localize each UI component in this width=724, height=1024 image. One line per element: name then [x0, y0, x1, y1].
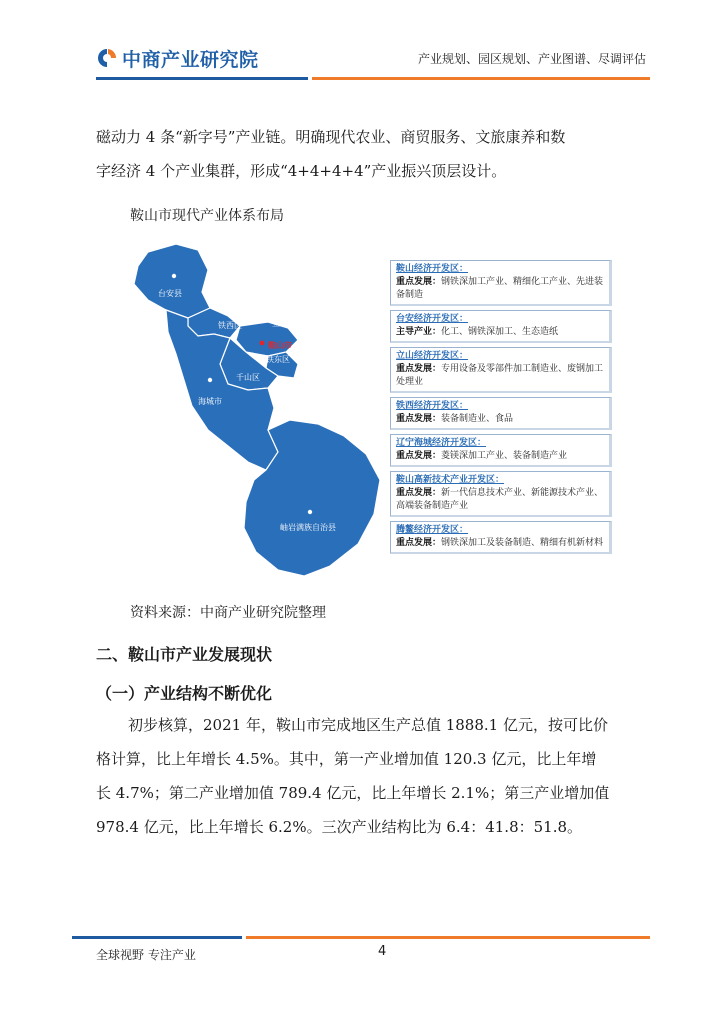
map-region-taian — [134, 244, 210, 318]
company-logo — [96, 42, 259, 74]
map-label-lishan: 立山区 — [272, 319, 296, 328]
map-label-taian: 台安县 — [158, 289, 182, 298]
zone-key: 重点发展： — [396, 277, 442, 287]
zone-desc: 新一代信息技术产业、新能源技术产业、高端装备制造产业 — [396, 488, 604, 511]
zone-title: 鞍山高新技术产业开发区： — [396, 475, 505, 485]
footer-rule-orange — [246, 936, 650, 939]
map-label-anshan: 鞍山市 — [268, 341, 292, 350]
intro-line-2: 字经济 4 个产业集群，形成“4+4+4+4”产业振兴顶层设计。 — [96, 162, 507, 180]
footer-slogan: 全球视野 专注产业 — [96, 948, 196, 962]
header-tagline: 产业规划、园区规划、产业图谱、尽调评估 — [417, 52, 646, 66]
zone-title: 铁西经济开发区： — [396, 401, 469, 411]
footer-rule-blue — [72, 936, 242, 939]
zone-desc: 菱镁深加工产业、装备制造产业 — [441, 451, 568, 461]
zone-title: 辽宁海城经济开发区： — [396, 438, 487, 448]
page-number: 4 — [378, 944, 387, 959]
zone-desc: 装备制造业、食品 — [441, 414, 514, 424]
map-label-xiuyan: 岫岩满族自治县 — [280, 523, 336, 532]
zone-key: 重点发展： — [396, 451, 442, 461]
figure-caption: 鞍山市现代产业体系布局 — [130, 208, 284, 224]
zone-key: 重点发展： — [396, 364, 442, 374]
header-rule-blue — [96, 77, 308, 80]
zone-card — [390, 434, 612, 467]
zone-card — [390, 347, 612, 393]
map-label-haicheng: 海城市 — [198, 397, 222, 406]
zone-title: 腾鳌经济开发区： — [396, 525, 469, 535]
zone-key: 重点发展： — [396, 538, 442, 548]
economy-paragraph — [96, 708, 650, 844]
zone-title: 立山经济开发区： — [396, 351, 469, 361]
map-label-tiexi: 铁西区 — [218, 321, 242, 330]
zone-card — [390, 397, 612, 430]
map-label-tiedong: 铁东区 — [266, 355, 290, 364]
zone-card — [390, 310, 612, 343]
zone-card — [390, 521, 612, 554]
header-rule-orange — [312, 77, 650, 80]
anshan-map — [118, 240, 386, 590]
zone-key: 重点发展： — [396, 414, 442, 424]
zone-desc: 专用设备及零部件加工制造业、废钢加工处理业 — [396, 364, 604, 387]
zone-desc: 钢铁深加工及装备制造、精细有机新材料 — [441, 538, 604, 548]
economy-line-4: 978.4 亿元，比上年增长 6.2%。三次产业结构比为 6.4：41.8：51.8。 — [96, 818, 583, 836]
logo-mark-icon — [96, 47, 118, 69]
figure-source: 资料来源：中商产业研究院整理 — [130, 605, 326, 621]
economy-line-1: 初步核算，2021 年，鞍山市完成地区生产总值 1888.1 亿元，按可比价 — [128, 716, 608, 734]
intro-paragraph — [96, 120, 650, 188]
zone-card — [390, 471, 612, 517]
zone-key: 重点发展： — [396, 488, 442, 498]
logo-text: 中商产业研究院 — [122, 48, 259, 71]
map-label-qianshan: 千山区 — [236, 373, 260, 382]
intro-line-1: 磁动力 4 条“新字号”产业链。明确现代农业、商贸服务、文旅康养和数 — [96, 128, 566, 146]
zone-title: 台安经济开发区： — [396, 314, 469, 324]
zone-key: 主导产业： — [396, 327, 442, 337]
development-zone-list — [390, 260, 612, 558]
zone-card — [390, 260, 612, 306]
page-header — [0, 0, 724, 80]
zone-title: 鞍山经济开发区： — [396, 264, 469, 274]
subsection-heading: （一）产业结构不断优化 — [96, 684, 273, 703]
economy-line-3: 长 4.7%；第二产业增加值 789.4 亿元，比上年增长 2.1%；第三产业增加值 — [96, 784, 610, 802]
zone-desc: 化工、钢铁深加工、生态造纸 — [441, 327, 559, 337]
section-heading: 二、鞍山市产业发展现状 — [96, 645, 273, 664]
zone-desc: 钢铁深加工产业、精细化工产业、先进装备制造 — [396, 277, 604, 300]
economy-line-2: 格计算，比上年增长 4.5%。其中，第一产业增加值 120.3 亿元，比上年增 — [96, 750, 597, 768]
